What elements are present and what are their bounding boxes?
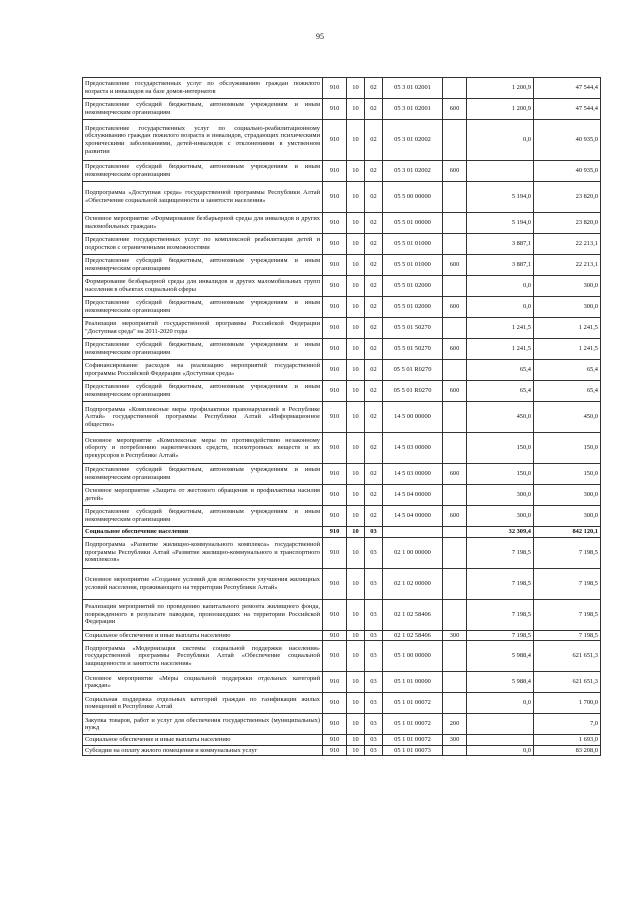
row-gr: 910 [323, 672, 347, 693]
row-gr: 910 [323, 464, 347, 485]
row-amount-2: 7,0 [534, 714, 601, 735]
row-rz: 10 [347, 672, 365, 693]
row-gr: 910 [323, 506, 347, 527]
row-name: Социальное обеспечение и иные выплаты населению [83, 735, 323, 746]
row-rz: 10 [347, 485, 365, 506]
row-pr: 02 [365, 402, 383, 433]
row-csr: 05 5 01 02000 [383, 297, 443, 318]
row-rz: 10 [347, 402, 365, 433]
row-rz: 10 [347, 234, 365, 255]
row-vr: 600 [443, 464, 467, 485]
row-name: Предоставление субсидий бюджетным, автономным учреждениям и иным некоммерческим организациям [83, 506, 323, 527]
row-name: Предоставление субсидий бюджетным, автономным учреждениям и иным некоммерческим организациям [83, 99, 323, 120]
row-amount-2: 621 651,3 [534, 641, 601, 672]
table-row [83, 276, 601, 297]
row-amount-1: 32 309,4 [467, 527, 534, 538]
row-amount-1: 450,0 [467, 402, 534, 433]
row-amount-2: 1 700,0 [534, 693, 601, 714]
row-gr: 910 [323, 339, 347, 360]
row-name: Подпрограмма «Развитие жилищно-коммунального комплекса» государственной программы Республики Алтай «Развитие жилищно-коммунального и транспортного комплексов» [83, 537, 323, 568]
row-vr: 600 [443, 99, 467, 120]
row-amount-2: 7 198,5 [534, 599, 601, 630]
row-name: Предоставление субсидий бюджетным, автономным учреждениям и иным некоммерческим организациям [83, 297, 323, 318]
row-vr: 600 [443, 297, 467, 318]
row-rz: 10 [347, 318, 365, 339]
row-name: Подпрограмма «Модернизация системы социальной поддержки населения» государственной программы Республики Алтай «Обеспечение социальной защищенности и занятости населения» [83, 641, 323, 672]
row-pr: 03 [365, 745, 383, 756]
row-amount-2: 22 213,1 [534, 234, 601, 255]
table-row [83, 99, 601, 120]
row-amount-1: 1 241,5 [467, 339, 534, 360]
row-amount-2: 22 213,1 [534, 255, 601, 276]
row-amount-2: 40 935,0 [534, 161, 601, 182]
page-number: 95 [316, 32, 324, 41]
row-csr: 02 1 02 00000 [383, 568, 443, 599]
table-row [83, 360, 601, 381]
row-vr [443, 568, 467, 599]
row-amount-1: 7 198,5 [467, 568, 534, 599]
table-row [83, 234, 601, 255]
row-amount-2: 1 693,0 [534, 735, 601, 746]
row-pr: 02 [365, 297, 383, 318]
row-pr: 02 [365, 506, 383, 527]
row-pr: 02 [365, 339, 383, 360]
row-rz: 10 [347, 120, 365, 161]
row-gr: 910 [323, 433, 347, 464]
row-rz: 10 [347, 745, 365, 756]
row-pr: 02 [365, 485, 383, 506]
row-amount-1: 0,0 [467, 693, 534, 714]
row-name: Субсидии на оплату жилого помещения и коммунальных услуг [83, 745, 323, 756]
row-name: Подпрограмма «Доступная среда» государственной программы Республики Алтай «Обеспечение социальной защищенности и занятости населения» [83, 182, 323, 213]
row-amount-2: 300,0 [534, 506, 601, 527]
row-vr: 600 [443, 161, 467, 182]
row-amount-1: 1 200,9 [467, 78, 534, 99]
row-amount-1: 1 241,5 [467, 318, 534, 339]
row-amount-2: 300,0 [534, 485, 601, 506]
row-vr: 600 [443, 255, 467, 276]
row-pr: 03 [365, 693, 383, 714]
row-vr [443, 360, 467, 381]
row-name: Социальная поддержка отдельных категорий граждан по газификации жилых помещений в Республике Алтай [83, 693, 323, 714]
row-name: Предоставление субсидий бюджетным, автономным учреждениям и иным некоммерческим организациям [83, 255, 323, 276]
row-amount-1: 65,4 [467, 360, 534, 381]
row-amount-2: 7 198,5 [534, 568, 601, 599]
row-rz: 10 [347, 568, 365, 599]
row-amount-1: 300,0 [467, 485, 534, 506]
row-csr: 05 1 01 00073 [383, 745, 443, 756]
row-pr: 02 [365, 161, 383, 182]
row-rz: 10 [347, 182, 365, 213]
row-amount-1: 300,0 [467, 506, 534, 527]
row-name: Предоставление субсидий бюджетным, автономным учреждениям и иным некоммерческим организациям [83, 381, 323, 402]
row-csr: 05 5 01 R0270 [383, 360, 443, 381]
row-csr: 05 5 01 50270 [383, 318, 443, 339]
row-name: Подпрограмма «Комплексные меры профилактики правонарушений в Республике Алтай» государственной программы Республики Алтай «Информационное общество» [83, 402, 323, 433]
row-amount-2: 83 208,0 [534, 745, 601, 756]
row-gr: 910 [323, 182, 347, 213]
row-amount-1 [467, 735, 534, 746]
row-csr: 05 5 01 R0270 [383, 381, 443, 402]
row-csr: 14 5 03 00000 [383, 464, 443, 485]
row-amount-2: 7 198,5 [534, 630, 601, 641]
row-rz: 10 [347, 360, 365, 381]
row-csr: 05 3 01 02002 [383, 161, 443, 182]
table-row [83, 161, 601, 182]
row-gr: 910 [323, 641, 347, 672]
row-rz: 10 [347, 641, 365, 672]
table-row [83, 381, 601, 402]
row-vr: 300 [443, 735, 467, 746]
row-gr: 910 [323, 78, 347, 99]
table-row [83, 318, 601, 339]
row-gr: 910 [323, 745, 347, 756]
row-vr [443, 672, 467, 693]
table-row [83, 485, 601, 506]
row-amount-1: 0,0 [467, 276, 534, 297]
row-rz: 10 [347, 297, 365, 318]
table-row [83, 641, 601, 672]
row-vr [443, 693, 467, 714]
table-row [83, 255, 601, 276]
row-amount-1: 7 198,5 [467, 630, 534, 641]
row-vr [443, 78, 467, 99]
row-csr: 05 3 01 02001 [383, 99, 443, 120]
table-row [83, 537, 601, 568]
row-gr: 910 [323, 527, 347, 538]
table-row [83, 433, 601, 464]
table-row [83, 339, 601, 360]
row-vr [443, 120, 467, 161]
row-pr: 02 [365, 464, 383, 485]
table-row [83, 672, 601, 693]
row-vr [443, 527, 467, 538]
row-csr: 02 1 02 58406 [383, 630, 443, 641]
row-amount-1: 5 194,0 [467, 182, 534, 213]
row-pr: 03 [365, 714, 383, 735]
row-name: Социальное обеспечение и иные выплаты населению [83, 630, 323, 641]
row-rz: 10 [347, 381, 365, 402]
row-pr: 03 [365, 599, 383, 630]
row-csr: 14 5 03 00000 [383, 433, 443, 464]
row-pr: 03 [365, 641, 383, 672]
row-gr: 910 [323, 485, 347, 506]
row-amount-2: 842 120,1 [534, 527, 601, 538]
row-amount-1: 7 198,5 [467, 599, 534, 630]
row-gr: 910 [323, 213, 347, 234]
table-row [83, 213, 601, 234]
row-name: Предоставление государственных услуг по комплексной реабилитации детей и подростков с ограниченными возможностями [83, 234, 323, 255]
row-csr: 05 1 01 00000 [383, 672, 443, 693]
row-rz: 10 [347, 213, 365, 234]
row-vr [443, 433, 467, 464]
row-pr: 02 [365, 182, 383, 213]
row-pr: 03 [365, 735, 383, 746]
row-csr: 05 5 00 00000 [383, 182, 443, 213]
row-name: Предоставление государственных услуг по обслуживанию граждан пожилого возраста и инвалидов на базе домов-интернатов [83, 78, 323, 99]
row-pr: 03 [365, 537, 383, 568]
row-pr: 02 [365, 318, 383, 339]
row-amount-2: 1 241,5 [534, 339, 601, 360]
row-amount-1: 0,0 [467, 120, 534, 161]
row-name: Предоставление субсидий бюджетным, автономным учреждениям и иным некоммерческим организациям [83, 464, 323, 485]
row-amount-2: 23 820,0 [534, 182, 601, 213]
row-rz: 10 [347, 735, 365, 746]
row-rz: 10 [347, 506, 365, 527]
row-rz: 10 [347, 464, 365, 485]
row-amount-2: 23 820,0 [534, 213, 601, 234]
row-pr: 02 [365, 99, 383, 120]
row-gr: 910 [323, 120, 347, 161]
row-vr [443, 745, 467, 756]
row-csr: 05 5 01 01000 [383, 255, 443, 276]
row-rz: 10 [347, 78, 365, 99]
row-rz: 10 [347, 99, 365, 120]
table-row [83, 630, 601, 641]
table-row [83, 506, 601, 527]
row-amount-2: 65,4 [534, 360, 601, 381]
row-pr: 03 [365, 630, 383, 641]
row-vr [443, 641, 467, 672]
row-gr: 910 [323, 568, 347, 599]
row-pr: 03 [365, 568, 383, 599]
row-csr: 05 1 01 00072 [383, 693, 443, 714]
row-rz: 10 [347, 714, 365, 735]
row-pr: 02 [365, 276, 383, 297]
row-rz: 10 [347, 599, 365, 630]
row-name: Предоставление государственных услуг по социально-реабилитационному обслуживанию граждан пожилого возраста и инвалидов, страдающих психическими хроническими заболеваниями, детей-инвалидов с отклонениями в умственном развитии [83, 120, 323, 161]
row-rz: 10 [347, 276, 365, 297]
table-row [83, 599, 601, 630]
row-gr: 910 [323, 735, 347, 746]
row-csr: 05 5 01 50270 [383, 339, 443, 360]
row-gr: 910 [323, 693, 347, 714]
row-gr: 910 [323, 360, 347, 381]
row-gr: 910 [323, 255, 347, 276]
row-pr: 02 [365, 234, 383, 255]
row-name: Предоставление субсидий бюджетным, автономным учреждениям и иным некоммерческим организациям [83, 339, 323, 360]
row-gr: 910 [323, 297, 347, 318]
row-name: Основное мероприятие «Меры социальной поддержки отдельных категорий граждан» [83, 672, 323, 693]
row-csr: 05 5 01 02000 [383, 276, 443, 297]
row-name: Социальное обеспечение населения [83, 527, 323, 538]
row-gr: 910 [323, 599, 347, 630]
table-row [83, 693, 601, 714]
row-name: Реализация мероприятий по проведению капитального ремонта жилищного фонда, поврежденного в результате паводков, произошедших на территории Российской Федерации [83, 599, 323, 630]
row-pr: 03 [365, 672, 383, 693]
row-vr: 600 [443, 339, 467, 360]
row-name: Реализация мероприятий государственной программы Российской Федерации "Доступная среда" на 2011-2020 годы [83, 318, 323, 339]
row-csr: 02 1 00 00000 [383, 537, 443, 568]
row-csr: 05 5 01 00000 [383, 213, 443, 234]
row-pr: 02 [365, 255, 383, 276]
row-csr: 05 1 01 00072 [383, 735, 443, 746]
row-amount-2: 150,0 [534, 433, 601, 464]
row-csr: 05 1 01 00072 [383, 714, 443, 735]
row-amount-1: 5 988,4 [467, 672, 534, 693]
table-row [83, 120, 601, 161]
row-rz: 10 [347, 537, 365, 568]
row-vr: 300 [443, 630, 467, 641]
table-row [83, 464, 601, 485]
table-row [83, 297, 601, 318]
row-name: Закупка товаров, работ и услуг для обеспечения государственных (муниципальных) нужд [83, 714, 323, 735]
row-amount-2: 1 241,5 [534, 318, 601, 339]
row-vr [443, 213, 467, 234]
row-name: Предоставление субсидий бюджетным, автономным учреждениям и иным некоммерческим организациям [83, 161, 323, 182]
row-gr: 910 [323, 161, 347, 182]
row-amount-2: 450,0 [534, 402, 601, 433]
row-amount-2: 7 198,5 [534, 537, 601, 568]
table-row [83, 78, 601, 99]
row-vr [443, 234, 467, 255]
row-name: Основное мероприятие «Формирование безбарьерной среды для инвалидов и других маломобильных граждан» [83, 213, 323, 234]
row-rz: 10 [347, 339, 365, 360]
row-amount-1: 1 200,9 [467, 99, 534, 120]
row-vr [443, 318, 467, 339]
row-gr: 910 [323, 318, 347, 339]
table-row [83, 714, 601, 735]
row-amount-1: 5 194,0 [467, 213, 534, 234]
row-rz: 10 [347, 693, 365, 714]
row-name: Основное мероприятие «Создание условий для возможности улучшения жилищных условий населения, проживающего на территории Республики Алтай» [83, 568, 323, 599]
row-amount-1 [467, 161, 534, 182]
row-name: Основное мероприятие «Защита от жестокого обращения и профилактика насилия детей» [83, 485, 323, 506]
row-vr [443, 182, 467, 213]
row-pr: 02 [365, 433, 383, 464]
row-name: Формирование безбарьерной среды для инвалидов и других маломобильных групп населения в объектах социальной сферы [83, 276, 323, 297]
row-vr [443, 402, 467, 433]
row-gr: 910 [323, 402, 347, 433]
row-amount-2: 47 544,4 [534, 99, 601, 120]
row-amount-2: 65,4 [534, 381, 601, 402]
row-gr: 910 [323, 537, 347, 568]
row-csr: 05 1 00 00000 [383, 641, 443, 672]
row-amount-1: 3 887,1 [467, 255, 534, 276]
row-amount-1: 0,0 [467, 297, 534, 318]
row-amount-2: 47 544,4 [534, 78, 601, 99]
row-gr: 910 [323, 99, 347, 120]
row-vr: 200 [443, 714, 467, 735]
row-csr: 05 3 01 02002 [383, 120, 443, 161]
table-row [83, 568, 601, 599]
row-vr: 600 [443, 506, 467, 527]
row-rz: 10 [347, 630, 365, 641]
table-row [83, 735, 601, 746]
row-name: Основное мероприятие «Комплексные меры по противодействию незаконному обороту и потреблению наркотических средств, психотропных веществ и их прекурсоров в Республике Алтай» [83, 433, 323, 464]
table-row [83, 527, 601, 538]
row-csr: 05 5 01 01000 [383, 234, 443, 255]
row-gr: 910 [323, 630, 347, 641]
row-pr: 02 [365, 381, 383, 402]
row-rz: 10 [347, 255, 365, 276]
row-amount-1 [467, 714, 534, 735]
row-amount-1: 150,0 [467, 464, 534, 485]
row-vr [443, 485, 467, 506]
row-amount-2: 150,0 [534, 464, 601, 485]
row-name: Софинансирование расходов на реализацию мероприятий государственной программы Российской Федерации «Доступная среда» [83, 360, 323, 381]
row-csr: 14 5 04 00000 [383, 506, 443, 527]
row-pr: 02 [365, 120, 383, 161]
row-amount-1: 0,0 [467, 745, 534, 756]
row-csr: 14 5 00 00000 [383, 402, 443, 433]
table-row [83, 182, 601, 213]
table-row [83, 402, 601, 433]
row-rz: 10 [347, 161, 365, 182]
row-pr: 02 [365, 213, 383, 234]
row-csr: 02 1 02 58406 [383, 599, 443, 630]
row-amount-1: 7 198,5 [467, 537, 534, 568]
row-vr [443, 599, 467, 630]
row-gr: 910 [323, 381, 347, 402]
row-amount-1: 5 988,4 [467, 641, 534, 672]
row-amount-1: 150,0 [467, 433, 534, 464]
table-row [83, 745, 601, 756]
row-amount-2: 300,0 [534, 297, 601, 318]
row-vr [443, 537, 467, 568]
row-pr: 02 [365, 78, 383, 99]
row-vr [443, 276, 467, 297]
row-amount-1: 65,4 [467, 381, 534, 402]
row-amount-2: 300,0 [534, 276, 601, 297]
row-csr: 05 3 01 02001 [383, 78, 443, 99]
row-pr: 03 [365, 527, 383, 538]
row-amount-2: 40 935,0 [534, 120, 601, 161]
row-pr: 02 [365, 360, 383, 381]
budget-table [82, 77, 601, 756]
row-csr [383, 527, 443, 538]
row-amount-2: 621 651,3 [534, 672, 601, 693]
row-csr: 14 5 04 00000 [383, 485, 443, 506]
row-gr: 910 [323, 276, 347, 297]
row-gr: 910 [323, 714, 347, 735]
row-rz: 10 [347, 527, 365, 538]
row-amount-1: 3 887,1 [467, 234, 534, 255]
row-vr: 600 [443, 381, 467, 402]
row-gr: 910 [323, 234, 347, 255]
row-rz: 10 [347, 433, 365, 464]
